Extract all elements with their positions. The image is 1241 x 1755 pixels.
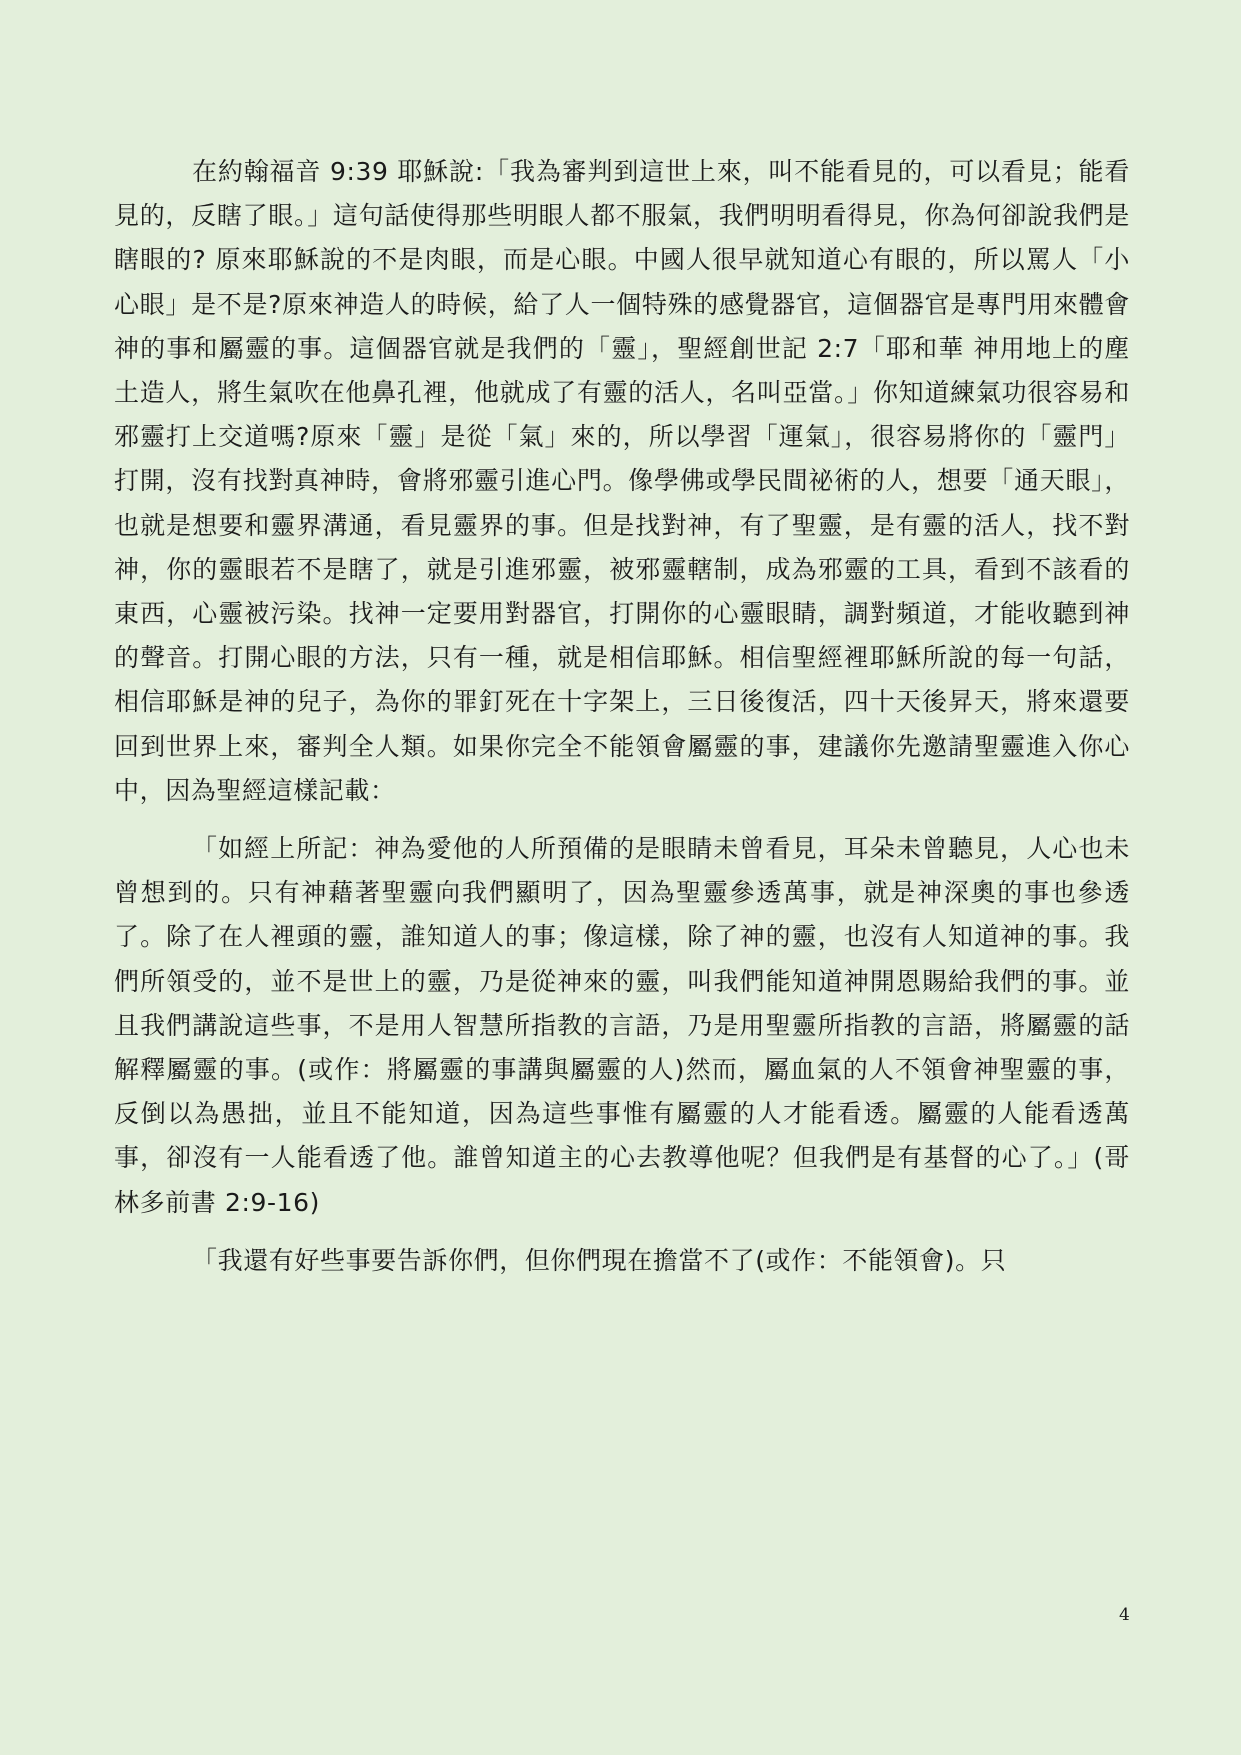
- body-paragraph-3: 「我還有好些事要告訴你們，但你們現在擔當不了(或作：不能領會)。只: [192, 1245, 1007, 1275]
- page-body: [114, 150, 1130, 1283]
- body-paragraph-1: 在約翰福音 9:39 耶穌說:「我為審判到這世上來，叫不能看見的，可以看見；能看見的，反瞎了眼。」這句話使得那些明眼人都不服氣，我們明明看得見，你為何卻說我們是瞎眼的? 原來耶穌說的不是肉眼，而是心眼。中國人很早就知道心有眼的，所以罵人「小心眼」是不是?原來神造人的時候，給了人一個特殊的感覺器官，這個器官是專門用來體會神的事和屬靈的事。這個器官就是我們的「靈」，聖經創世記 2:7「耶和華 神用地上的塵土造人，將生氣吹在他鼻孔裡，他就成了有靈的活人，名叫亞當。」你知道練氣功很容易和邪靈打上交道嗎?原來「靈」是從「氣」來的，所以學習「運氣」，很容易將你的「靈門」打開，沒有找對真神時，會將邪靈引進心門。像學佛或學民間祕術的人，想要「通天眼」，也就是想要和靈界溝通，看見靈界的事。但是找對神，有了聖靈，是有靈的活人，找不對神，你的靈眼若不是瞎了，就是引進邪靈，被邪靈轄制，成為邪靈的工具，看到不該看的東西，心靈被污染。找神一定要用對器官，打開你的心靈眼睛，調對頻道，才能收聽到神的聲音。打開心眼的方法，只有一種，就是相信耶穌。相信聖經裡耶穌所說的每一句話，相信耶穌是神的兒子，為你的罪釘死在十字架上，三日後復活，四十天後昇天，將來還要回到世界上來，審判全人類。如果你完全不能領會屬靈的事，建議你先邀請聖靈進入你心中，因為聖經這樣記載：: [114, 157, 1130, 805]
- scripture-quote-paragraph: 「如經上所記：神為愛他的人所預備的是眼睛未曾看見，耳朵未曾聽見，人心也未曾想到的。只有神藉著聖靈向我們顯明了，因為聖靈參透萬事，就是神深奧的事也參透了。除了在人裡頭的靈，誰知道人的事；像這樣，除了神的靈，也沒有人知道神的事。我們所領受的，並不是世上的靈，乃是從神來的靈，叫我們能知道神開恩賜給我們的事。並且我們講說這些事，不是用人智慧所指教的言語，乃是用聖靈所指教的言語，將屬靈的話解釋屬靈的事。(或作：將屬靈的事講與屬靈的人)然而，屬血氣的人不領會神聖靈的事，反倒以為愚拙，並且不能知道，因為這些事惟有屬靈的人才能看透。屬靈的人能看透萬事，卻沒有一人能看透了他。誰曾知道主的心去教導他呢？但我們是有基督的心了。」(哥林多前書 2:9-16): [114, 834, 1130, 1217]
- page-number: 4: [1119, 1605, 1130, 1625]
